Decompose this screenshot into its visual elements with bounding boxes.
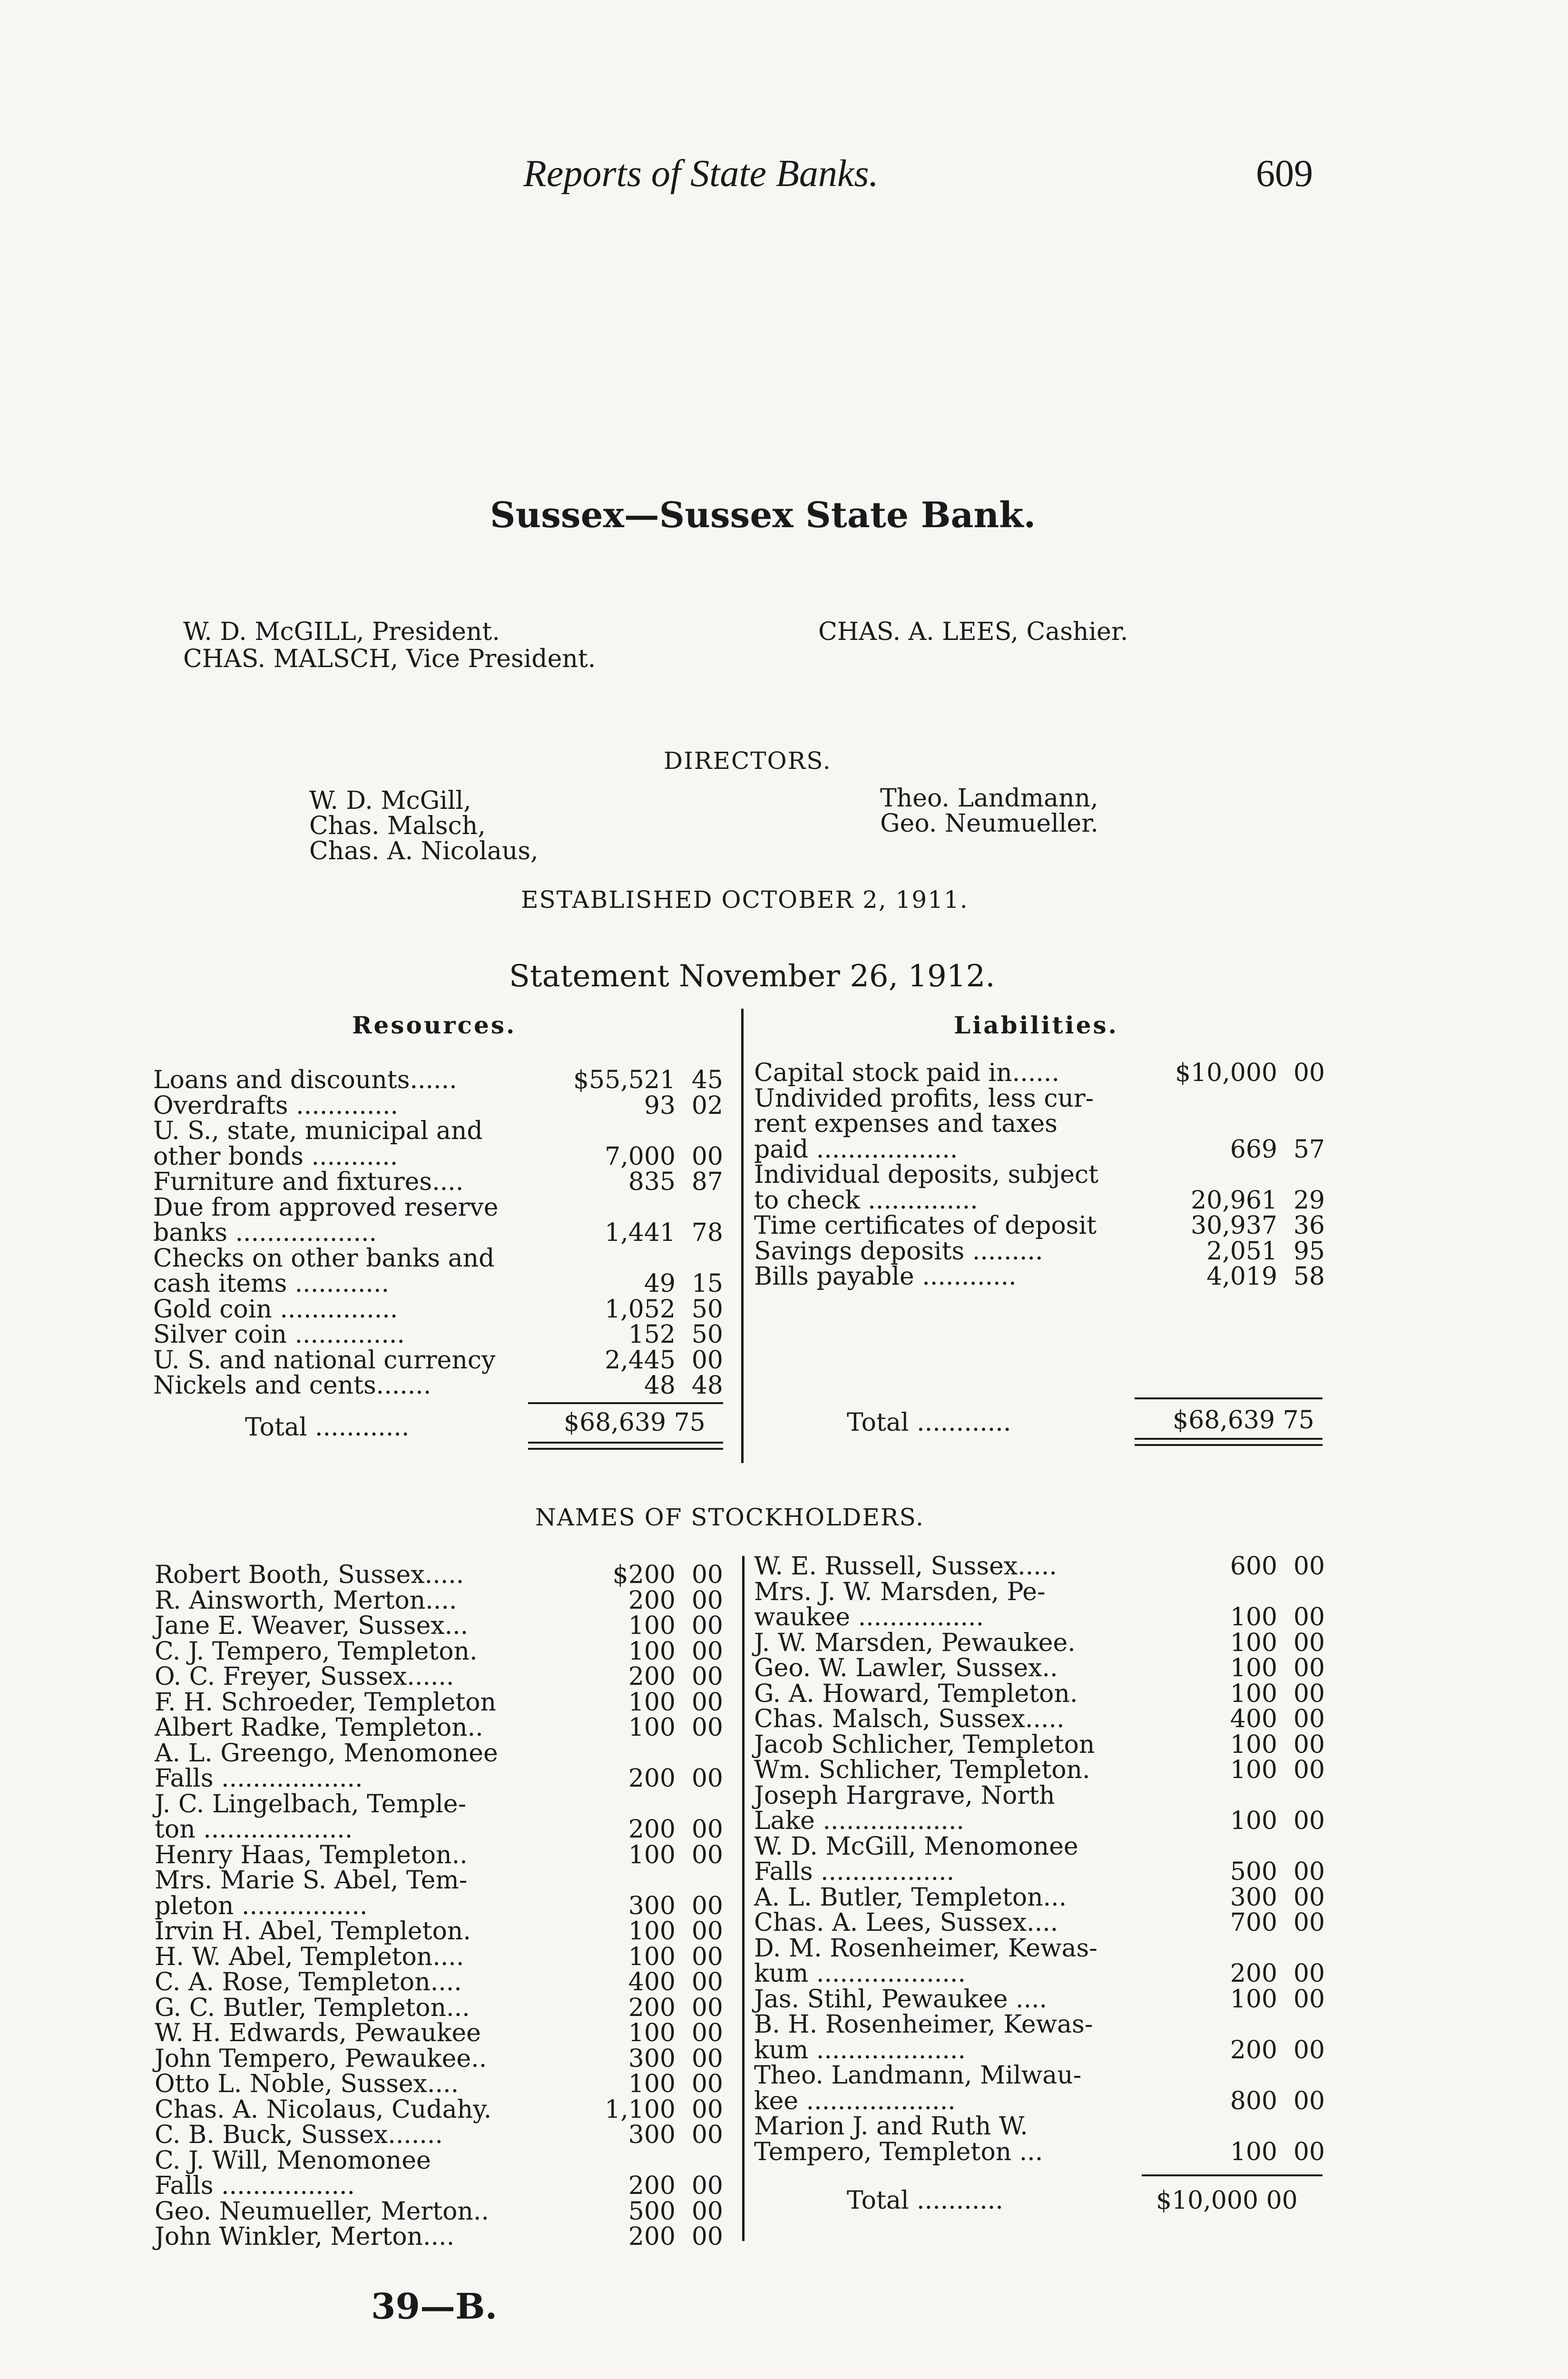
resource-row	[153, 1168, 723, 1196]
resource-row-cents: 00	[691, 1346, 723, 1375]
stockholder-row-cents: 00	[691, 2095, 723, 2124]
resource-row-label: Overdrafts .............	[153, 1091, 399, 1120]
resource-row-label: Gold coin ...............	[153, 1295, 398, 1324]
liabilities-total-double-rule-2	[1135, 1444, 1323, 1446]
stockholder-row-label: Jane E. Weaver, Sussex...	[155, 1612, 469, 1640]
liability-row	[754, 1262, 1325, 1291]
stockholder-row	[754, 1730, 1325, 1759]
stockholder-row-cents: 00	[1293, 1807, 1325, 1835]
stockholder-row-cents: 00	[1293, 1756, 1325, 1784]
stockholder-row	[155, 1713, 723, 1742]
stockholder-row-cents: 00	[691, 1764, 723, 1793]
stockholder-row-label: D. M. Rosenheimer, Kewas-	[754, 1934, 1098, 1963]
stockholder-row-cents: 00	[691, 2197, 723, 2226]
stockholder-row	[155, 1662, 723, 1691]
stockholder-row-dollars: 100	[1230, 1628, 1277, 1657]
stockholder-row-label: F. H. Schroeder, Templeton	[155, 1688, 496, 1717]
director-right-2: Geo. Neumueller.	[880, 809, 1098, 838]
liability-row-dollars: 2,051	[1206, 1237, 1277, 1266]
stockholder-row	[754, 2061, 1325, 2090]
resources-heading: Resources.	[352, 1011, 517, 1039]
stockholder-row	[155, 1789, 723, 1819]
stockholder-row-cents: 00	[1293, 1908, 1325, 1937]
stockholder-row	[754, 1654, 1325, 1680]
resource-row	[153, 1117, 723, 1145]
resource-row-label: Silver coin ..............	[153, 1320, 405, 1349]
resource-row-cents: 50	[691, 1320, 723, 1349]
stockholder-row-label: Chas. A. Lees, Sussex....	[754, 1908, 1058, 1937]
stockholder-row-dollars: 400	[628, 1968, 676, 1996]
vice-president: CHAS. MALSCH, Vice President.	[183, 645, 596, 673]
stockholder-row-dollars: 100	[628, 2070, 676, 2098]
liability-row-cents: 58	[1293, 1262, 1325, 1291]
stockholder-row	[155, 1815, 723, 1844]
stockholder-row	[754, 1577, 1325, 1606]
running-header-title: Reports of State Banks.	[523, 153, 879, 195]
stockholder-row-cents: 00	[691, 2222, 723, 2251]
stockholder-row-cents: 00	[691, 1968, 723, 1996]
director-left-2: Chas. Malsch,	[309, 812, 486, 840]
resource-row	[153, 1320, 723, 1349]
resource-row-cents: 78	[691, 1219, 723, 1247]
stockholder-row-dollars: 500	[1230, 1858, 1277, 1886]
stockholder-row-cents: 00	[1293, 1654, 1325, 1682]
stockholder-row-label: G. A. Howard, Templeton.	[754, 1679, 1078, 1708]
stockholder-row	[754, 1985, 1325, 2014]
stockholder-row	[754, 2112, 1325, 2141]
stockholder-row	[155, 2172, 723, 2200]
stockholders-total-label: Total ...........	[847, 2186, 1003, 2215]
stockholder-row-label: W. E. Russell, Sussex.....	[754, 1552, 1057, 1581]
stockholder-row-label: Geo. Neumueller, Merton..	[155, 2197, 489, 2226]
resource-row	[153, 1091, 723, 1120]
stockholder-row-cents: 00	[1293, 2086, 1325, 2115]
stockholder-row-label: J. W. Marsden, Pewaukee.	[754, 1628, 1076, 1657]
stockholder-row-dollars: 400	[1230, 1705, 1277, 1733]
liability-row-cents: 57	[1293, 1135, 1325, 1164]
stockholder-row-dollars: 100	[628, 1840, 676, 1869]
resource-row-label: other bonds ...........	[153, 1142, 398, 1171]
stockholder-row	[155, 2095, 723, 2124]
stockholder-row	[754, 1756, 1325, 1784]
stockholder-row-dollars: 100	[628, 1637, 676, 1666]
stockholder-row-label: Lake ..................	[754, 1807, 964, 1835]
stockholder-row	[155, 1637, 723, 1666]
statement-column-divider	[741, 1009, 744, 1463]
stockholder-row-label: John Winkler, Merton....	[155, 2222, 455, 2251]
resource-row	[153, 1244, 723, 1273]
stockholder-row-cents: 00	[691, 2070, 723, 2098]
stockholder-row	[754, 1883, 1325, 1912]
resource-row-dollars: 152	[628, 1320, 676, 1349]
stockholder-row	[155, 2121, 723, 2149]
stockholder-row-dollars: 100	[1230, 1756, 1277, 1784]
stockholder-row-label: Jas. Stihl, Pewaukee ....	[754, 1985, 1048, 2014]
resource-row-cents: 00	[691, 1142, 723, 1171]
resource-row-label: banks ..................	[153, 1219, 377, 1247]
liability-row-dollars: 30,937	[1191, 1211, 1277, 1240]
stockholder-row-label: Falls ..................	[155, 1764, 363, 1793]
liabilities-total-rule	[1135, 1397, 1323, 1399]
stockholder-row-dollars: 500	[628, 2197, 676, 2226]
resource-row	[153, 1193, 723, 1222]
resource-row-dollars: 835	[628, 1168, 676, 1196]
stockholder-row-cents: 00	[1293, 1883, 1325, 1912]
stockholder-row	[754, 1858, 1325, 1886]
stockholder-row-cents: 00	[1293, 1552, 1325, 1581]
resource-row-label: Loans and discounts......	[153, 1066, 457, 1094]
stockholder-row-cents: 00	[691, 2044, 723, 2073]
liability-row-cents: 95	[1293, 1237, 1325, 1266]
resource-row-cents: 45	[691, 1066, 723, 1094]
stockholder-row-dollars: 800	[1230, 2086, 1277, 2115]
established-date: ESTABLISHED OCTOBER 2, 1911.	[521, 886, 969, 914]
stockholder-row-dollars: 300	[628, 2121, 676, 2149]
liability-row	[754, 1237, 1325, 1266]
stockholder-row-dollars: 100	[1230, 1985, 1277, 2014]
stockholder-row-dollars: 300	[628, 2044, 676, 2073]
director-right-1: Theo. Landmann,	[880, 784, 1098, 813]
liability-row	[754, 1084, 1325, 1113]
stockholder-row-label: Marion J. and Ruth W.	[754, 2112, 1028, 2141]
stockholder-row-cents: 00	[1293, 1628, 1325, 1657]
resource-row-label: Checks on other banks and	[153, 1244, 495, 1273]
stockholder-row-dollars: $200	[612, 1561, 676, 1589]
stockholders-column-divider	[742, 1556, 745, 2241]
stockholder-row-cents: 00	[1293, 2035, 1325, 2064]
stockholder-row-cents: 00	[1293, 1730, 1325, 1759]
stockholder-row-label: Wm. Schlicher, Templeton.	[754, 1756, 1090, 1784]
liability-row-label: Savings deposits .........	[754, 1237, 1043, 1266]
resource-row-dollars: 1,052	[605, 1295, 676, 1324]
stockholder-row	[155, 1993, 723, 2022]
stockholder-row	[754, 1679, 1325, 1708]
stockholder-row-label: Mrs. Marie S. Abel, Tem-	[155, 1866, 468, 1895]
stockholder-row	[754, 1781, 1325, 1810]
stockholder-row-dollars: 200	[1230, 1959, 1277, 1988]
stockholder-row-label: C. J. Tempero, Templeton.	[155, 1637, 478, 1666]
stockholder-row-dollars: 200	[628, 2222, 676, 2251]
stockholder-row-cents: 00	[691, 1637, 723, 1666]
stockholder-row-dollars: 100	[628, 1612, 676, 1640]
resource-row-label: Due from approved reserve	[153, 1193, 499, 1222]
resource-row-label: Nickels and cents.......	[153, 1371, 431, 1400]
stockholders-heading: NAMES OF STOCKHOLDERS.	[535, 1504, 924, 1531]
stockholder-row	[754, 2010, 1325, 2039]
stockholder-row-label: Jacob Schlicher, Templeton	[754, 1730, 1095, 1759]
stockholder-row-dollars: 100	[628, 1713, 676, 1742]
liability-row	[754, 1135, 1325, 1164]
stockholder-row-label: Robert Booth, Sussex.....	[155, 1561, 464, 1589]
resource-row	[153, 1219, 723, 1247]
stockholder-row-cents: 00	[691, 1942, 723, 1971]
stockholder-row-dollars: 200	[628, 1662, 676, 1691]
stockholder-row-dollars: 100	[628, 1942, 676, 1971]
stockholder-row-cents: 00	[1293, 1858, 1325, 1886]
stockholder-row-label: A. L. Greengo, Menomonee	[155, 1739, 498, 1768]
stockholder-row-cents: 00	[1293, 1705, 1325, 1733]
signature-mark: 39—B.	[371, 2286, 498, 2327]
stockholder-row	[155, 1561, 723, 1589]
liability-row-cents: 36	[1293, 1211, 1325, 1240]
liability-row	[754, 1110, 1325, 1138]
stockholders-total-value: $10,000 00	[1156, 2186, 1298, 2215]
stockholder-row	[754, 1807, 1325, 1835]
stockholder-row-dollars: 100	[1230, 1679, 1277, 1708]
stockholder-row	[155, 1942, 723, 1971]
resource-row-cents: 50	[691, 1295, 723, 1324]
stockholder-row	[155, 2197, 723, 2226]
liabilities-total-label: Total ............	[847, 1408, 1011, 1437]
liabilities-total-value: $68,639 75	[1173, 1406, 1314, 1435]
liability-row-label: Bills payable ............	[754, 1262, 1017, 1291]
stockholder-row	[754, 2087, 1325, 2113]
resources-total-rule	[528, 1402, 723, 1404]
stockholder-row-label: A. L. Butler, Templeton...	[754, 1883, 1067, 1912]
resources-total-double-rule-1	[528, 1442, 723, 1444]
stockholder-row	[155, 1739, 723, 1768]
resource-row-label: cash items ............	[153, 1269, 390, 1298]
stockholder-row-dollars: 300	[1230, 1883, 1277, 1912]
stockholder-row	[155, 2044, 723, 2073]
stockholder-row	[155, 1891, 723, 1920]
stockholder-row-label: Tempero, Templeton ...	[754, 2137, 1043, 2166]
stockholder-row-dollars: 100	[628, 1688, 676, 1717]
stockholder-row-label: H. W. Abel, Templeton....	[155, 1942, 464, 1971]
stockholder-row-dollars: 100	[1230, 1654, 1277, 1682]
stockholder-row-dollars: 100	[628, 2019, 676, 2047]
stockholder-row-label: pleton ................	[155, 1891, 368, 1920]
stockholder-row-label: R. Ainsworth, Merton....	[155, 1586, 457, 1615]
liability-row-label: Individual deposits, subject	[754, 1160, 1098, 1189]
liabilities-heading: Liabilities.	[954, 1011, 1118, 1039]
stockholder-row	[754, 1628, 1325, 1657]
stockholder-row	[155, 1917, 723, 1946]
directors-heading: DIRECTORS.	[664, 747, 832, 775]
stockholder-row-cents: 00	[1293, 1985, 1325, 2014]
stockholder-row	[754, 1832, 1325, 1861]
stockholder-row-dollars: 1,100	[605, 2095, 676, 2124]
stockholder-row-cents: 00	[691, 2121, 723, 2149]
stockholder-row	[155, 1866, 723, 1895]
stockholder-row-cents: 00	[691, 1891, 723, 1920]
director-left-1: W. D. McGill,	[309, 786, 471, 815]
stockholder-row-cents: 00	[691, 1612, 723, 1640]
stockholder-row-cents: 00	[691, 2019, 723, 2047]
resource-row	[153, 1142, 723, 1171]
stockholder-row-label: W. H. Edwards, Pewaukee	[155, 2019, 481, 2047]
stockholder-row-cents: 00	[691, 1993, 723, 2022]
stockholder-row-label: Theo. Landmann, Milwau-	[754, 2061, 1082, 2090]
stockholder-row-label: kum ...................	[754, 2035, 966, 2064]
liability-row-dollars: 20,961	[1191, 1186, 1277, 1215]
director-left-3: Chas. A. Nicolaus,	[309, 837, 539, 865]
resource-row	[153, 1371, 723, 1400]
stockholder-row	[754, 2036, 1325, 2062]
stockholder-row	[155, 1612, 723, 1640]
stockholder-row	[754, 1603, 1325, 1632]
resource-row	[153, 1269, 723, 1298]
liabilities-total-double-rule-1	[1135, 1438, 1323, 1440]
resource-row-label: U. S., state, municipal and	[153, 1117, 483, 1145]
stockholder-row-dollars: 100	[1230, 2137, 1277, 2166]
liability-row-cents: 00	[1293, 1059, 1325, 1087]
resource-row-label: Furniture and fixtures....	[153, 1168, 464, 1196]
stockholder-row-cents: 00	[691, 1688, 723, 1717]
stockholder-row	[155, 2070, 723, 2098]
stockholder-row-dollars: 100	[1230, 1603, 1277, 1632]
stockholder-row-dollars: 700	[1230, 1908, 1277, 1937]
stockholder-row	[155, 1764, 723, 1793]
stockholder-row-dollars: 200	[628, 1815, 676, 1844]
resource-row-dollars: $55,521	[573, 1066, 676, 1094]
stockholder-row	[754, 1959, 1325, 1988]
stockholder-row-dollars: 200	[628, 2172, 676, 2200]
resource-row	[153, 1346, 723, 1375]
stockholder-row	[155, 1586, 723, 1615]
liability-row-dollars: 669	[1230, 1135, 1277, 1164]
stockholder-row	[754, 1934, 1325, 1963]
stockholder-row-label: O. C. Freyer, Sussex......	[155, 1662, 454, 1691]
resource-row-cents: 02	[691, 1091, 723, 1120]
resource-row-cents: 48	[691, 1371, 723, 1400]
stockholder-row-cents: 00	[691, 1713, 723, 1742]
resource-row-dollars: 1,441	[605, 1219, 676, 1247]
resource-row-dollars: 48	[644, 1371, 676, 1400]
liability-row	[754, 1160, 1325, 1189]
stockholder-row	[155, 2146, 723, 2175]
stockholder-row-label: John Tempero, Pewaukee..	[155, 2044, 487, 2073]
resource-row-label: U. S. and national currency	[153, 1346, 496, 1375]
liability-row-dollars: 4,019	[1206, 1262, 1277, 1291]
stockholder-row-label: Mrs. J. W. Marsden, Pe-	[754, 1577, 1046, 1606]
stockholder-row-dollars: 200	[1230, 2035, 1277, 2064]
stockholder-row-label: C. J. Will, Menomonee	[155, 2146, 431, 2175]
stockholder-row-label: B. H. Rosenheimer, Kewas-	[754, 2010, 1093, 2039]
stockholder-row-label: G. C. Butler, Templeton...	[155, 1993, 470, 2022]
liability-row	[754, 1186, 1325, 1215]
liability-row-label: paid ..................	[754, 1135, 958, 1164]
stockholder-row-label: Otto L. Noble, Sussex....	[155, 2070, 459, 2098]
stockholder-row	[155, 1841, 723, 1867]
stockholder-row-cents: 00	[1293, 1679, 1325, 1708]
stockholder-row-dollars: 300	[628, 1891, 676, 1920]
liability-row-label: to check ..............	[754, 1186, 978, 1215]
stockholder-row-label: waukee ................	[754, 1603, 984, 1632]
stockholder-row-label: Geo. W. Lawler, Sussex..	[754, 1654, 1058, 1682]
liability-row-label: Capital stock paid in......	[754, 1059, 1059, 1087]
stockholder-row	[754, 1908, 1325, 1937]
stockholder-row-label: Falls .................	[754, 1858, 955, 1886]
stockholder-row-label: Albert Radke, Templeton..	[155, 1713, 483, 1742]
stockholder-row-label: W. D. McGill, Menomonee	[754, 1832, 1078, 1861]
stockholder-row-dollars: 200	[628, 1993, 676, 2022]
stockholder-row-label: Falls .................	[155, 2172, 355, 2200]
liability-row	[754, 1211, 1325, 1240]
liability-row-label: Undivided profits, less cur-	[754, 1084, 1094, 1113]
stockholders-total-rule	[1142, 2174, 1323, 2176]
resource-row-dollars: 7,000	[605, 1142, 676, 1171]
stockholder-row-label: kum ...................	[754, 1959, 966, 1988]
president: W. D. McGILL, President.	[183, 618, 500, 646]
stockholder-row-cents: 00	[691, 1840, 723, 1869]
stockholder-row-label: Joseph Hargrave, North	[754, 1781, 1055, 1810]
stockholder-row	[754, 1705, 1325, 1733]
stockholder-row-cents: 00	[691, 1662, 723, 1691]
stockholder-row	[754, 1552, 1325, 1581]
resource-row-cents: 15	[691, 1269, 723, 1298]
liability-row	[754, 1059, 1325, 1087]
stockholder-row-label: ton ...................	[155, 1815, 353, 1844]
stockholder-row-cents: 00	[691, 1917, 723, 1946]
resource-row	[153, 1295, 723, 1324]
stockholder-row-cents: 00	[691, 1815, 723, 1844]
stockholder-row-dollars: 200	[628, 1764, 676, 1793]
resource-row-cents: 87	[691, 1168, 723, 1196]
stockholder-row-dollars: 100	[1230, 1730, 1277, 1759]
stockholder-row-dollars: 100	[1230, 1807, 1277, 1835]
statement-title: Statement November 26, 1912.	[509, 959, 995, 994]
resource-row-dollars: 2,445	[605, 1346, 676, 1375]
resource-row-dollars: 93	[644, 1091, 676, 1120]
stockholder-row-cents: 00	[691, 2172, 723, 2200]
resource-row	[153, 1066, 723, 1094]
bank-title: Sussex—Sussex State Bank.	[490, 495, 1036, 536]
liability-row-dollars: $10,000	[1175, 1059, 1277, 1087]
cashier: CHAS. A. LEES, Cashier.	[818, 618, 1128, 646]
stockholder-row-cents: 00	[1293, 2137, 1325, 2166]
stockholder-row-label: Irvin H. Abel, Templeton.	[155, 1917, 471, 1946]
stockholder-row-label: C. A. Rose, Templeton....	[155, 1968, 462, 1996]
stockholder-row-cents: 00	[1293, 1959, 1325, 1988]
stockholder-row	[155, 2019, 723, 2045]
liability-row-label: rent expenses and taxes	[754, 1110, 1058, 1138]
liability-row-label: Time certificates of deposit	[754, 1211, 1097, 1240]
liability-row-cents: 29	[1293, 1186, 1325, 1215]
stockholder-row-cents: 00	[691, 1586, 723, 1615]
stockholder-row-cents: 00	[1293, 1603, 1325, 1632]
page-number: 609	[1256, 153, 1313, 195]
stockholder-row-cents: 00	[691, 1561, 723, 1589]
resources-total-double-rule-2	[528, 1448, 723, 1450]
stockholder-row-label: C. B. Buck, Sussex.......	[155, 2121, 443, 2149]
stockholder-row-label: Henry Haas, Templeton..	[155, 1840, 468, 1869]
stockholder-row-label: Chas. Malsch, Sussex.....	[754, 1705, 1065, 1733]
resources-total-value: $68,639 75	[564, 1408, 706, 1437]
resource-row-dollars: 49	[644, 1269, 676, 1298]
stockholder-row-label: J. C. Lingelbach, Temple-	[155, 1789, 467, 1819]
stockholder-row	[155, 1968, 723, 1994]
resources-total-label: Total ............	[245, 1413, 410, 1442]
stockholder-row-dollars: 600	[1230, 1552, 1277, 1581]
stockholder-row	[155, 1688, 723, 1717]
stockholder-row	[754, 2137, 1325, 2166]
stockholder-row	[155, 2222, 723, 2251]
stockholder-row-label: Chas. A. Nicolaus, Cudahy.	[155, 2095, 492, 2124]
stockholder-row-dollars: 200	[628, 1586, 676, 1615]
stockholder-row-label: kee ...................	[754, 2086, 956, 2115]
stockholder-row-dollars: 100	[628, 1917, 676, 1946]
